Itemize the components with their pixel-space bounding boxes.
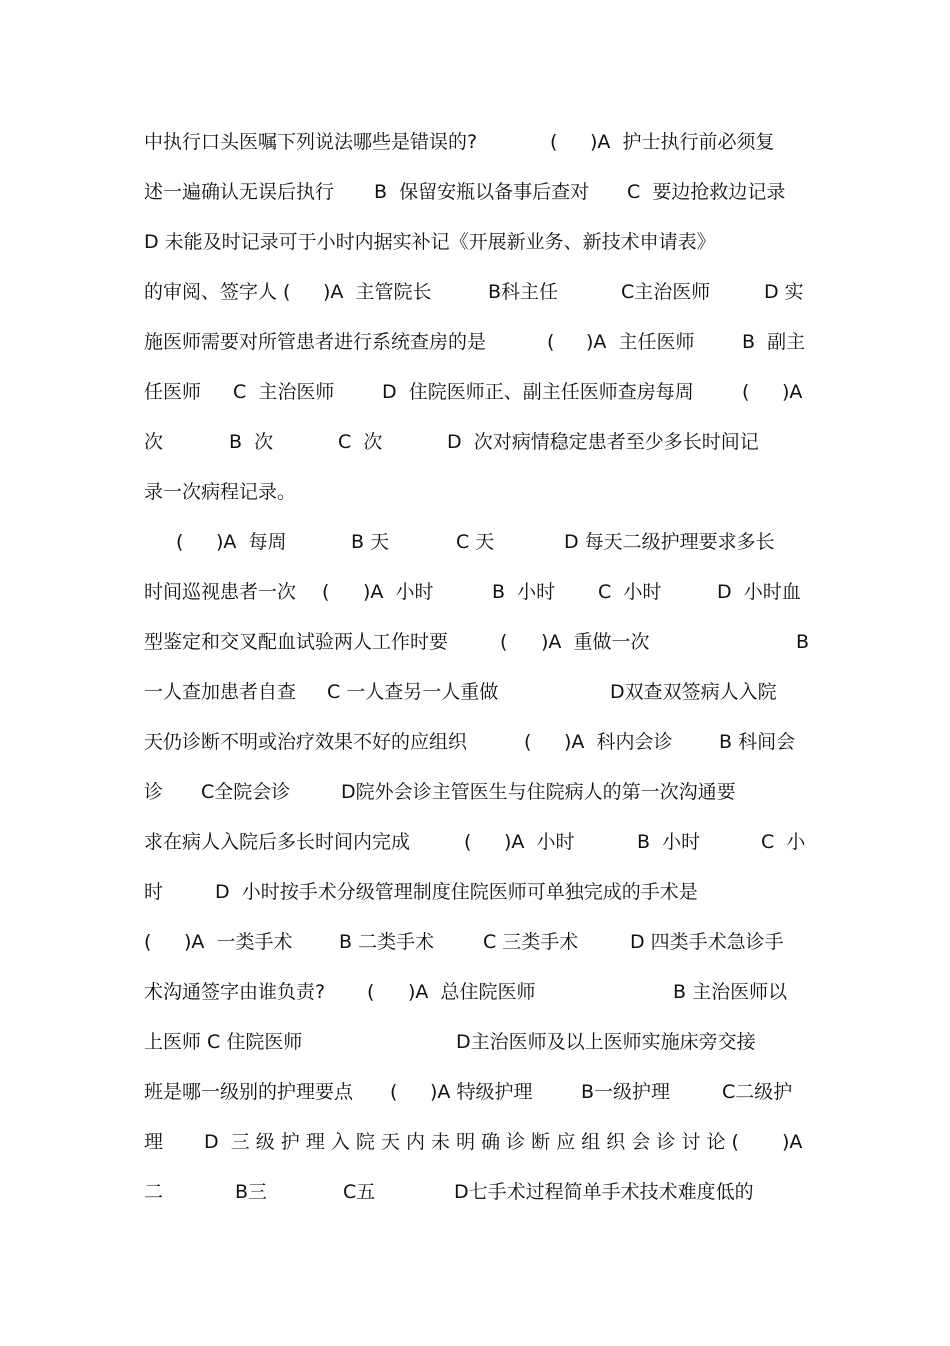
text-segment: 上医师 C 住院医师: [144, 1031, 303, 1053]
text-segment: )A 每周: [216, 531, 287, 553]
text-segment: B 小时: [637, 831, 701, 853]
text-line: [0, 1128, 950, 1156]
text-segment: D院外会诊主管医生与住院病人的第一次沟通要: [341, 781, 736, 803]
text-line: [0, 178, 950, 206]
text-segment: )A 特级护理: [430, 1081, 533, 1103]
text-segment: 时: [144, 881, 164, 903]
text-segment: C 小: [761, 831, 806, 853]
text-line: [0, 428, 950, 456]
text-segment: D 每天二级护理要求多长: [564, 531, 775, 553]
text-line: [0, 128, 950, 156]
text-segment: B 二类手术: [339, 931, 435, 953]
text-segment: 诊: [144, 781, 164, 803]
text-segment: D主治医师及以上医师实施床旁交接: [456, 1031, 756, 1053]
text-line: [0, 728, 950, 756]
text-segment: )A: [782, 1131, 803, 1153]
text-line: [0, 628, 950, 656]
text-line: [0, 1028, 950, 1056]
text-segment: C 一人查另一人重做: [327, 681, 499, 703]
text-line: [0, 528, 950, 556]
text-line: [0, 328, 950, 356]
text-segment: B 科间会: [719, 731, 796, 753]
text-segment: 述一遍确认无误后执行: [144, 181, 335, 203]
text-segment: C 小时: [598, 581, 662, 603]
text-segment: C五: [343, 1181, 376, 1203]
text-segment: B 主治医师以: [673, 981, 788, 1003]
text-segment: B 次: [229, 431, 274, 453]
text-segment: D 三 级 护 理 入 院 天 内 未 明 确 诊 断 应 组 织 会 诊 讨 论 (: [204, 1131, 739, 1153]
text-segment: (: [322, 581, 330, 603]
text-segment: (: [742, 381, 750, 403]
text-segment: D 小时血: [717, 581, 801, 603]
text-segment: )A 主管院长: [323, 281, 432, 303]
text-segment: C全院会诊: [201, 781, 291, 803]
text-line: [0, 978, 950, 1006]
text-line: [0, 778, 950, 806]
text-line: [0, 678, 950, 706]
text-line: [0, 928, 950, 956]
text-segment: (: [464, 831, 472, 853]
text-segment: 录一次病程记录。: [144, 481, 297, 503]
text-segment: C二级护: [722, 1081, 793, 1103]
text-segment: C 次: [338, 431, 383, 453]
text-segment: 二: [144, 1181, 164, 1203]
text-segment: 术沟通签字由谁负责?: [144, 981, 326, 1003]
text-segment: 的审阅、签字人 (: [144, 281, 291, 303]
text-segment: )A 一类手术: [184, 931, 293, 953]
text-segment: 求在病人入院后多长时间内完成: [144, 831, 411, 853]
text-segment: (: [550, 131, 558, 153]
text-segment: D 住院医师正、副主任医师查房每周: [382, 381, 694, 403]
text-segment: D 小时按手术分级管理制度住院医师可单独完成的手术是: [215, 881, 698, 903]
text-segment: 一人查加患者自查: [144, 681, 297, 703]
text-segment: D双查双签病人入院: [610, 681, 777, 703]
text-segment: D 实: [764, 281, 804, 303]
text-line: [0, 1078, 950, 1106]
text-segment: (: [390, 1081, 398, 1103]
text-line: [0, 828, 950, 856]
text-segment: (: [500, 631, 508, 653]
text-segment: D七手术过程简单手术技术难度低的: [454, 1181, 754, 1203]
text-segment: D 次对病情稳定患者至少多长时间记: [447, 431, 759, 453]
text-line: [0, 878, 950, 906]
text-segment: 中执行口头医嘱下列说法哪些是错误的?: [144, 131, 478, 153]
text-segment: 时间巡视患者一次: [144, 581, 297, 603]
text-segment: D 四类手术急诊手: [630, 931, 784, 953]
text-segment: 施医师需要对所管患者进行系统查房的是: [144, 331, 487, 353]
text-segment: (: [524, 731, 532, 753]
text-segment: B三: [235, 1181, 268, 1203]
text-line: [0, 378, 950, 406]
text-segment: C主治医师: [621, 281, 711, 303]
text-segment: C 三类手术: [483, 931, 579, 953]
text-segment: D 未能及时记录可于小时内据实补记《开展新业务、新技术申请表》: [144, 231, 716, 253]
text-segment: B科主任: [488, 281, 559, 303]
text-segment: )A 总住院医师: [408, 981, 536, 1003]
text-segment: )A 小时: [363, 581, 434, 603]
text-segment: B 副主: [742, 331, 806, 353]
text-segment: (: [367, 981, 375, 1003]
text-segment: 理: [144, 1131, 164, 1153]
text-line: [0, 478, 950, 506]
text-segment: )A 小时: [504, 831, 575, 853]
text-line: [0, 578, 950, 606]
text-segment: C 要边抢救边记录: [627, 181, 786, 203]
text-segment: (: [176, 531, 184, 553]
text-segment: 班是哪一级别的护理要点: [144, 1081, 354, 1103]
text-segment: (: [547, 331, 555, 353]
text-line: [0, 1178, 950, 1206]
text-segment: C 主治医师: [233, 381, 335, 403]
text-segment: (: [144, 931, 152, 953]
text-line: [0, 278, 950, 306]
text-segment: 任医师: [144, 381, 202, 403]
text-line: [0, 228, 950, 256]
text-segment: 型鉴定和交叉配血试验两人工作时要: [144, 631, 449, 653]
text-segment: B一级护理: [581, 1081, 671, 1103]
text-segment: B: [796, 631, 810, 653]
text-segment: )A 重做一次: [541, 631, 650, 653]
text-segment: C 天: [456, 531, 495, 553]
text-segment: B 天: [351, 531, 390, 553]
text-segment: 次: [144, 431, 164, 453]
text-segment: )A 主任医师: [586, 331, 695, 353]
text-segment: )A 科内会诊: [564, 731, 673, 753]
text-segment: )A: [782, 381, 803, 403]
text-segment: )A 护士执行前必须复: [590, 131, 775, 153]
text-segment: 天仍诊断不明或治疗效果不好的应组织: [144, 731, 468, 753]
text-segment: B 保留安瓶以备事后查对: [374, 181, 590, 203]
text-segment: B 小时: [492, 581, 556, 603]
